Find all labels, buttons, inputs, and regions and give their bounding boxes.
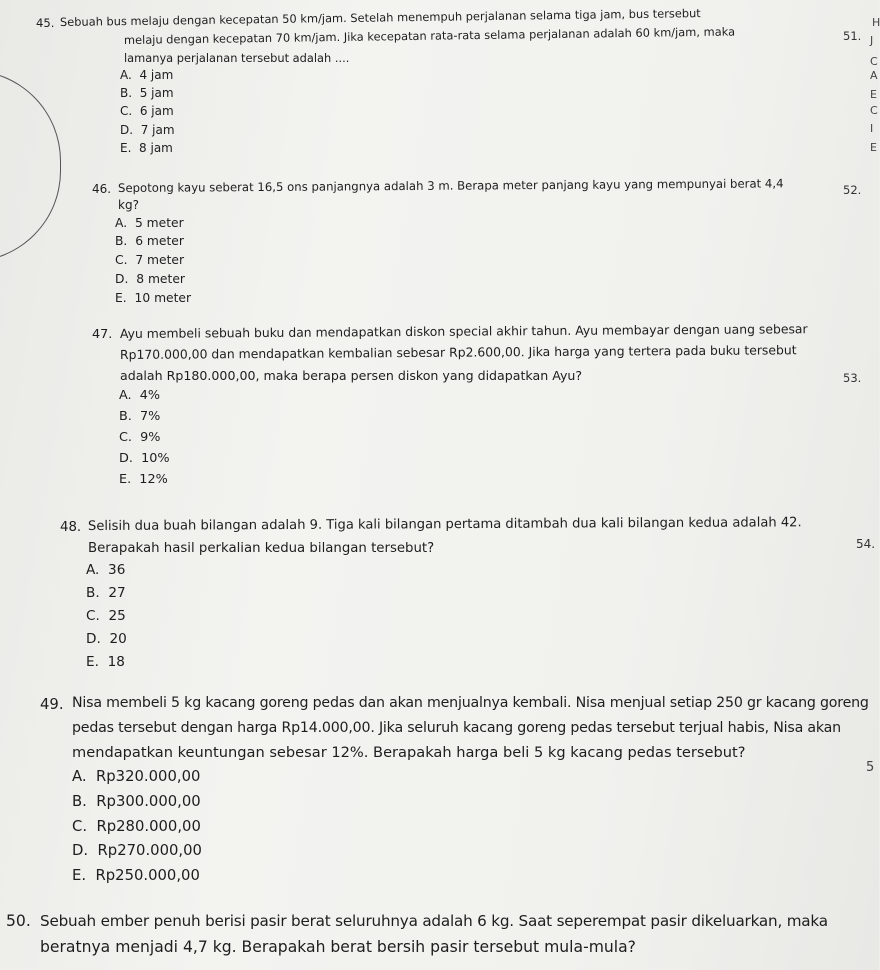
question-text-line: kg?: [118, 198, 139, 212]
question-text-line: Sepotong kayu seberat 16,5 ons panjangnya adalah 3 m. Berapa meter panjang kayu yang mempunyai berat 4,4: [117, 176, 784, 195]
question-text-line: mendapatkan keuntungan sebesar 12%. Berapakah harga beli 5 kg kacang pedas tersebut?: [72, 744, 746, 761]
question-number: 47.: [92, 327, 113, 342]
option-e: E. 10 meter: [115, 291, 192, 305]
question-number: 50.: [6, 912, 31, 930]
edge-letter: J: [870, 34, 874, 47]
option-a: A. 4 jam: [120, 68, 174, 82]
question-number-52: 52.: [843, 183, 862, 197]
question-text-line: melaju dengan kecepatan 70 km/jam. Jika kecepatan rata-rata selama perjalanan adalah 60 km/jam, maka: [123, 24, 736, 47]
question-text-line: Berapakah hasil perkalian kedua bilangan tersebut?: [88, 541, 435, 556]
option-c: C. 7 meter: [115, 253, 185, 267]
edge-letter: C: [870, 104, 878, 117]
option-b: B. 6 meter: [115, 234, 184, 248]
question-number-53: 53.: [843, 371, 862, 385]
option-a: A. 36: [86, 562, 126, 578]
edge-letter: A: [870, 69, 878, 82]
question-text-line: pedas tersebut dengan harga Rp14.000,00. Jika seluruh kacang goreng pedas tersebut terjual habis, Nisa akan: [72, 720, 841, 736]
question-text-line: Ayu membeli sebuah buku dan mendapatkan diskon special akhir tahun. Ayu membayar dengan uang sebesar: [119, 321, 808, 341]
option-a: A. 5 meter: [115, 216, 184, 230]
question-number-54: 54.: [856, 537, 876, 551]
option-c: C. 25: [86, 608, 126, 624]
question-text-line: adalah Rp180.000,00, maka berapa persen diskon yang didapatkan Ayu?: [120, 368, 583, 383]
option-d: D. 7 jam: [120, 123, 175, 137]
question-text-line: beratnya menjadi 4,7 kg. Berapakah berat bersih pasir tersebut mula-mula?: [40, 938, 636, 956]
question-text-line: lamanya perjalanan tersebut adalah ....: [124, 51, 350, 65]
question-number: 46.: [92, 182, 112, 196]
option-c: C. Rp280.000,00: [72, 818, 201, 835]
option-d: D. 8 meter: [115, 272, 185, 286]
option-d: D. 10%: [119, 451, 170, 466]
question-number: 49.: [40, 696, 64, 713]
question-text-line: Sebuah ember penuh berisi pasir berat seluruhnya adalah 6 kg. Saat seperempat pasir dikeluarkan, maka: [40, 912, 828, 930]
question-text-line: Nisa membeli 5 kg kacang goreng pedas dan akan menjualnya kembali. Nisa menjual setiap 250 gr kacang goreng: [72, 695, 869, 711]
option-c: C. 6 jam: [120, 104, 174, 118]
edge-letter: H: [872, 16, 880, 29]
question-text-line: Selisih dua buah bilangan adalah 9. Tiga kali bilangan pertama ditambah dua kali bilangan kedua adalah 42.: [87, 515, 802, 534]
option-d: D. Rp270.000,00: [72, 842, 202, 859]
option-c: C. 9%: [119, 430, 161, 445]
question-number: 45.: [36, 16, 55, 30]
option-a: A. Rp320.000,00: [72, 768, 201, 785]
edge-letter: C: [870, 55, 878, 68]
option-d: D. 20: [86, 631, 127, 647]
question-text-line: Rp170.000,00 dan mendapatkan kembalian sebesar Rp2.600,00. Jika harga yang tertera pada buku tersebut: [119, 342, 797, 362]
option-b: B. 27: [86, 585, 126, 601]
option-e: E. 12%: [119, 472, 168, 487]
option-a: A. 4%: [119, 388, 161, 403]
option-e: E. Rp250.000,00: [72, 867, 200, 884]
edge-letter: E: [870, 88, 877, 101]
option-e: E. 8 jam: [120, 141, 173, 155]
option-b: B. Rp300.000,00: [72, 793, 201, 810]
edge-letter: E: [870, 141, 877, 154]
option-b: B. 5 jam: [120, 86, 174, 100]
hole-punch-arc: [0, 70, 61, 262]
question-number-51: 51.: [843, 29, 862, 43]
option-e: E. 18: [86, 654, 125, 670]
edge-letter: I: [870, 122, 874, 135]
question-text-line: Sebuah bus melaju dengan kecepatan 50 km/jam. Setelah menempuh perjalanan selama tiga jam, bus tersebut: [59, 6, 701, 29]
edge-letter: 5: [866, 760, 875, 775]
option-b: B. 7%: [119, 409, 161, 424]
question-number: 48.: [60, 520, 82, 535]
